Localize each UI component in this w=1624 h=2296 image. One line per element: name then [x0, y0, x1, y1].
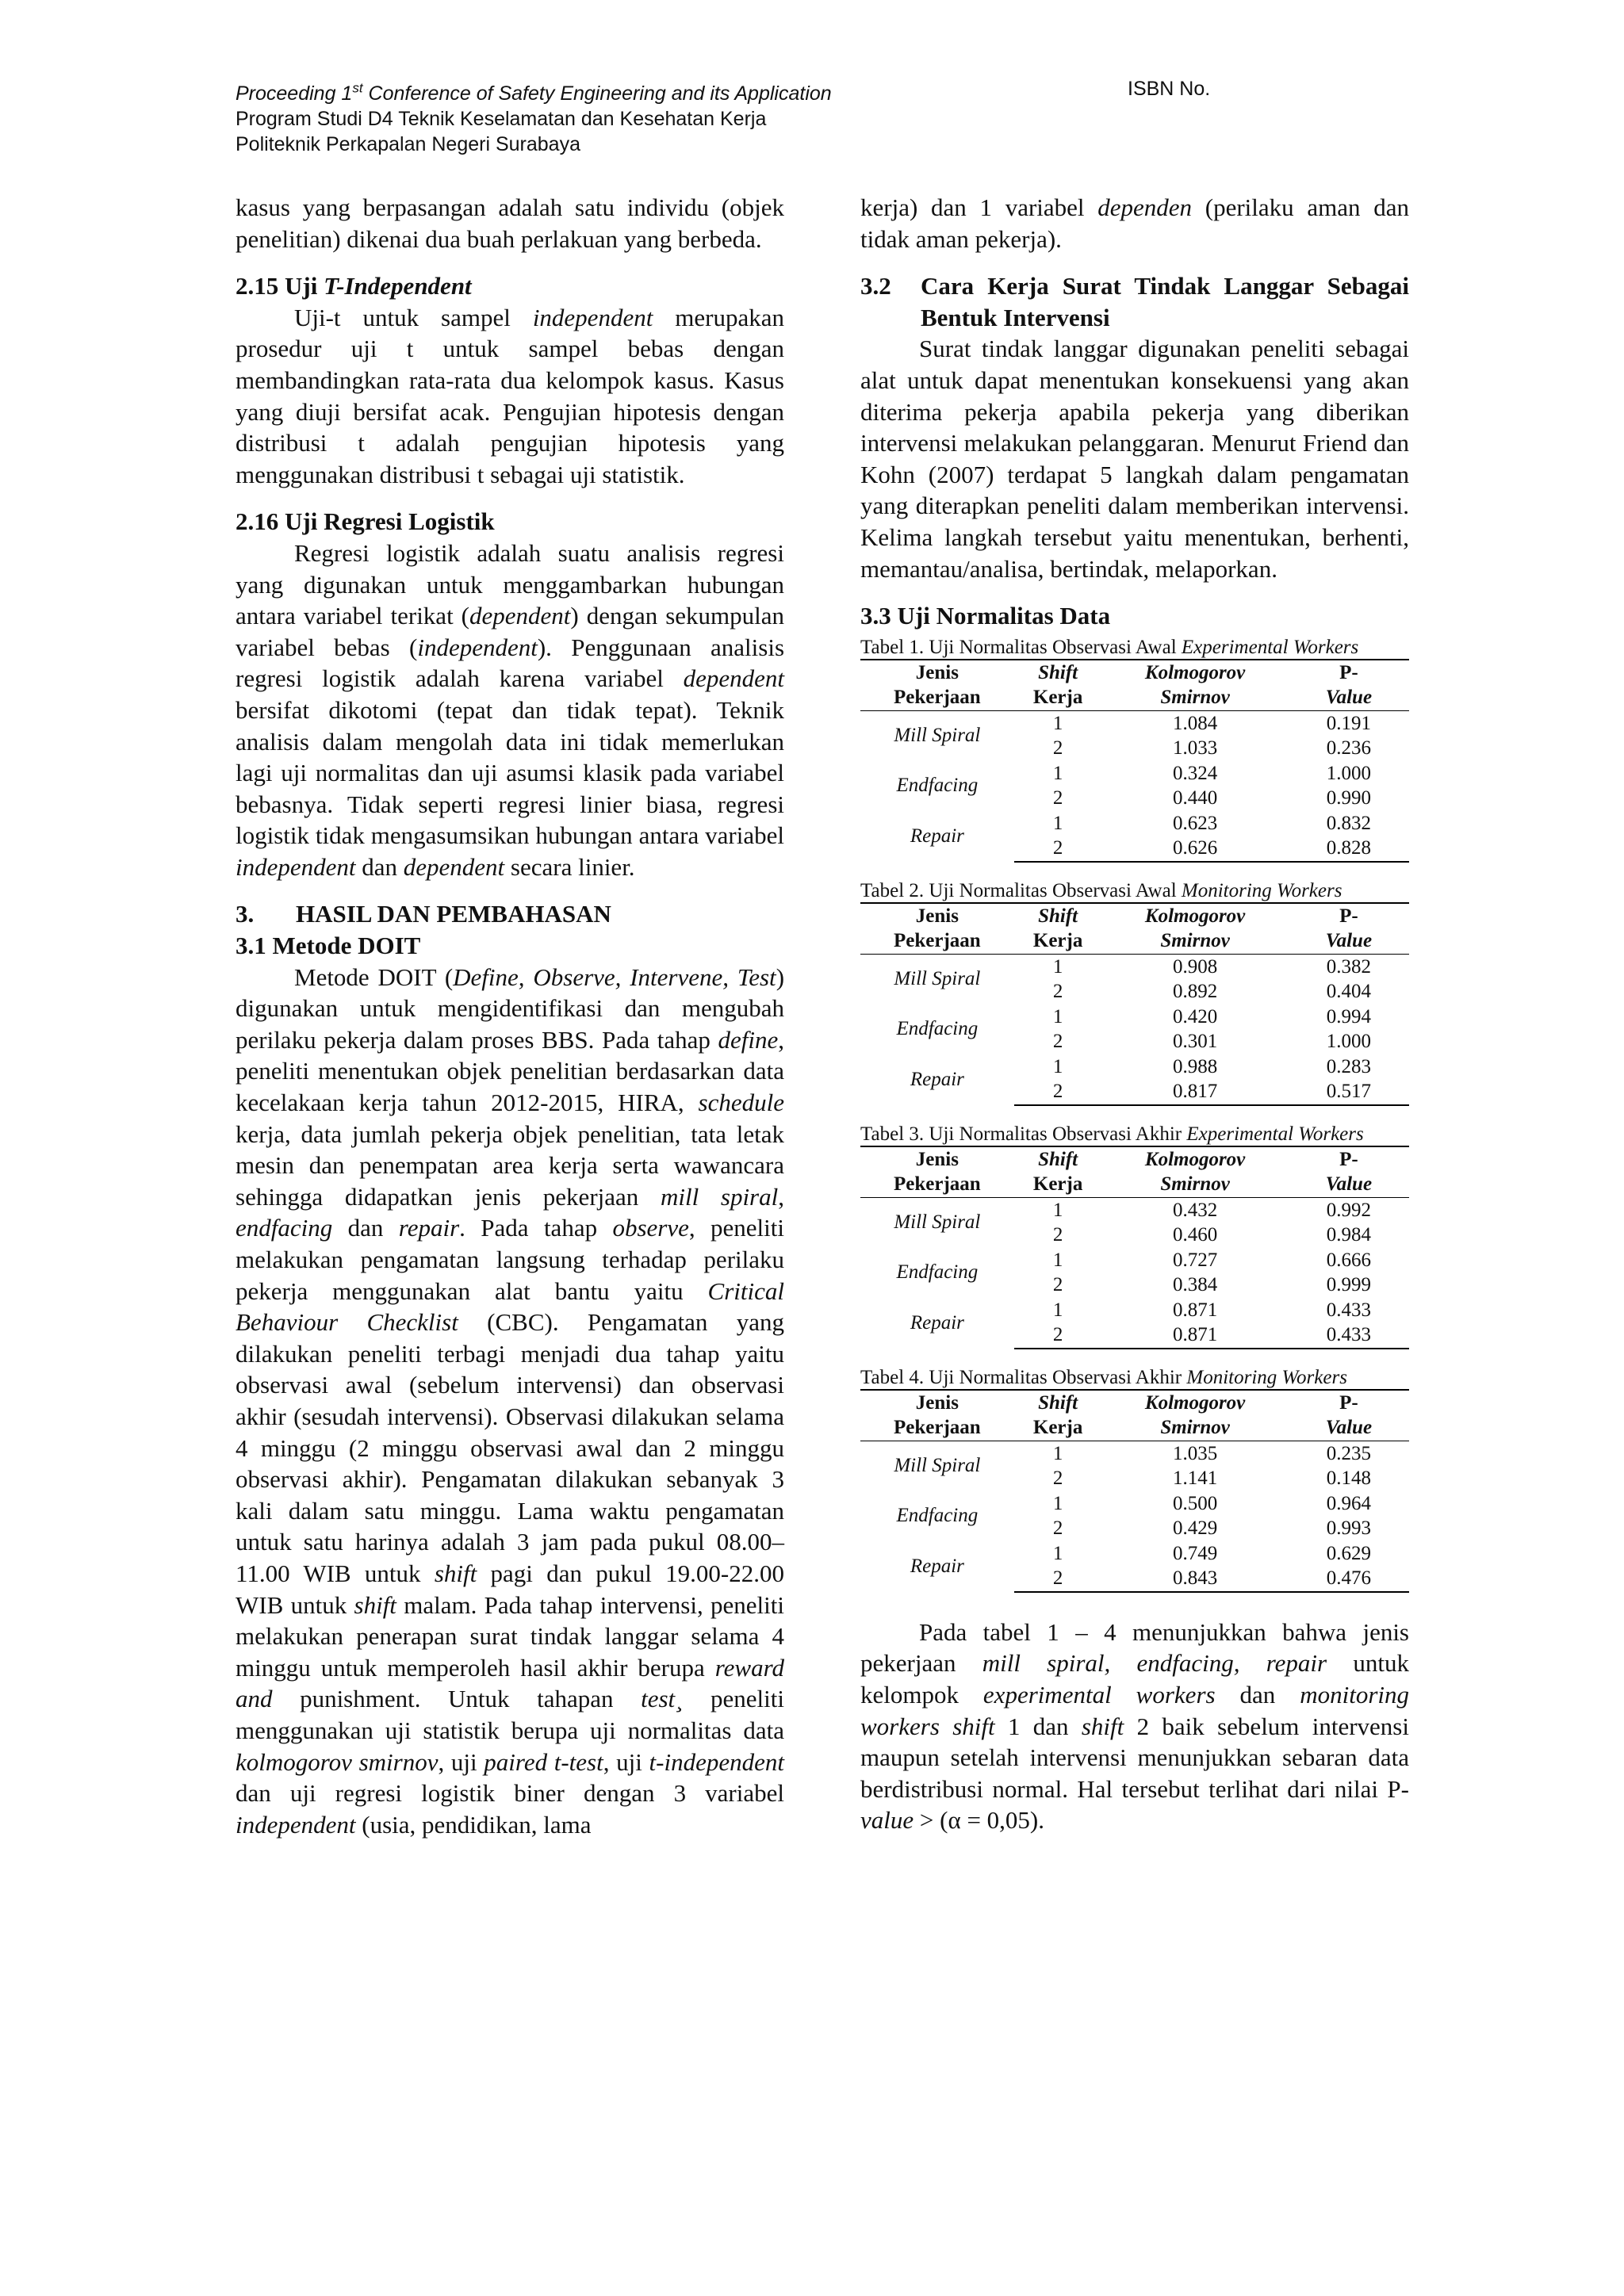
table-body — [860, 954, 1409, 1105]
column-header — [1101, 660, 1288, 686]
table-caption — [860, 1367, 1409, 1389]
text-em: dependen — [1097, 193, 1193, 221]
p-value-cell: 0.236 — [1326, 737, 1371, 760]
p-value-cell: 0.992 — [1326, 1199, 1371, 1221]
column-header-line: Pekerjaan — [894, 687, 981, 709]
shift-cell: 1 — [1052, 762, 1063, 784]
text-em: endfacing — [236, 1214, 333, 1242]
column-header — [1014, 903, 1102, 929]
heading-2-15-em: T-Independent — [324, 272, 472, 300]
job-type-cell: Repair — [910, 1068, 964, 1090]
column-header — [1101, 903, 1288, 929]
text-run: merupakan prosedur uji t untuk sampel bebas dengan membandingkan rata-rata dua kelompok kasus. Kasus yang diuji bersifat acak. Pengujian hipotesis dengan distribusi t adalah pengujian hipotesis yang menggunakan distribusi t sebagai uji statistik. — [236, 303, 784, 488]
column-header — [1289, 1390, 1409, 1416]
column-header-line: Kolmogorov — [1144, 1391, 1246, 1414]
ks-statistic-cell: 0.301 — [1172, 1031, 1218, 1053]
p-value-cell: 0.433 — [1326, 1299, 1371, 1321]
shift-cell: 1 — [1052, 712, 1063, 734]
p-value-cell: 0.984 — [1326, 1224, 1371, 1246]
table-header-row — [860, 928, 1409, 954]
heading-3-2 — [860, 270, 1409, 333]
text-run: Regresi logistik adalah suatu analisis regresi yang digunakan untuk menggambarkan hubungan antara variabel terikat ( — [236, 538, 784, 630]
table-head — [860, 1146, 1409, 1198]
text-em: mill spiral, endfacing, repair — [982, 1649, 1327, 1678]
text-run: pagi dan pukul 19.00-22.00 WIB untuk — [236, 1559, 784, 1619]
column-header-line: Shift — [1038, 905, 1078, 927]
table-header-row — [860, 685, 1409, 710]
p-value-cell: 0.994 — [1326, 1005, 1371, 1027]
shift-cell: 2 — [1014, 1079, 1102, 1105]
table-head — [860, 903, 1409, 955]
job-type-cell: Repair — [910, 1311, 964, 1334]
shift-cell: 1 — [1052, 1299, 1063, 1321]
p-value-cell: 0.148 — [1326, 1468, 1371, 1490]
job-type-cell: Endfacing — [896, 1505, 979, 1527]
text-run: (usia, pendidikan, lama — [355, 1810, 592, 1839]
p-value-cell: 0.828 — [1289, 836, 1409, 862]
table-body — [860, 1441, 1409, 1592]
header-program-line: Program Studi D4 Teknik Keselamatan dan Kesehatan Kerja — [236, 108, 767, 131]
shift-cell: 2 — [1014, 1566, 1102, 1592]
shift-cell: 1 — [1052, 1005, 1063, 1027]
table-caption-text: Tabel 2. Uji Normalitas Observasi Awal — [860, 879, 1182, 901]
text-run: kerja) dan 1 variabel — [860, 193, 1098, 221]
text-run: peneliti menggunakan uji statistik berupa uji normalitas data — [236, 1685, 784, 1744]
paragraph-intro: kasus yang berpasangan adalah satu individu (objek penelitian) dikenai dua buah perlakuan yang berbeda. — [236, 193, 784, 253]
text-run: (perilaku aman dan tidak aman pekerja). — [860, 193, 1409, 253]
shift-cell: 2 — [1014, 1322, 1102, 1349]
text-run: dan uji regresi logistik biner dengan 3 variabel — [236, 1779, 784, 1808]
table-row — [860, 1541, 1409, 1567]
shift-cell: 2 — [1014, 836, 1102, 862]
text-run: , uji — [438, 1747, 485, 1776]
paragraph-3-2: Surat tindak langgar digunakan peneliti sebagai alat untuk dapat menentukan konsekuensi yang akan diterima pekerja apabila pekerja yang diberikan intervensi melakukan pelanggaran. Menurut Friend dan Kohn (2007) terdapat 5 langkah dalam pengamatan yang diterapkan peneliti dalam memberikan intervensi. Kelima langkah tersebut yaitu menentukan, berhenti, memantau/analisa, bertindak, melaporkan. — [860, 335, 1409, 583]
shift-cell: 2 — [1052, 1031, 1063, 1053]
column-header-line: Jenis — [915, 661, 959, 683]
ks-statistic-cell: 1.084 — [1172, 712, 1218, 734]
column-header-line: Smirnov — [1160, 930, 1230, 952]
paragraph-2-16 — [236, 538, 784, 883]
text-em: mill spiral — [660, 1182, 779, 1211]
column-header — [1289, 928, 1409, 954]
column-header — [1101, 1146, 1288, 1173]
column-header-line: P- — [1339, 905, 1358, 927]
text-run: malam. Pada tahap intervensi, peneliti melakukan penerapan surat tindak langgar selama 4 minggu untuk memperoleh hasil akhir berupa — [236, 1590, 784, 1682]
ks-statistic-cell: 0.623 — [1172, 812, 1218, 834]
column-header — [1014, 1415, 1102, 1441]
p-value-cell: 0.191 — [1326, 712, 1371, 734]
text-run: punishment. Untuk tahapan — [272, 1685, 642, 1713]
column-header-line: Value — [1325, 1417, 1373, 1439]
text-run: Uji-t untuk sampel — [294, 303, 533, 331]
text-run: (CBC). Pengamatan yang dilakukan peneliti terbagi menjadi dua tahap yaitu observasi awal (sebelum intervensi) dan observasi akhir (sesudah intervensi). Observasi dilakukan selama 4 minggu (2 minggu observasi awal dan 2 minggu observasi akhir). Pengamatan dilakukan sebanyak 3 kali dalam satu minggu. Lama waktu pengamatan untuk satu harinya adalah 3 jam pada pukul 08.00–11.00 WIB untuk — [236, 1308, 784, 1587]
column-header — [1014, 928, 1102, 954]
text-em: shift — [354, 1590, 396, 1619]
column-header — [860, 660, 1014, 686]
right-column — [860, 192, 1409, 1836]
text-run: bersifat dikotomi (tepat dan tidak tepat). Teknik analisis dalam mengolah data ini tidak memerlukan lagi uji normalitas dan uji asumsi klasik pada variabel bebasnya. Tidak seperti regresi linier biasa, regresi logistik tidak mengasumsikan hubungan antara variabel — [236, 695, 784, 850]
shift-cell: 2 — [1052, 737, 1063, 760]
column-header-line: Smirnov — [1160, 687, 1230, 709]
heading-3-3: 3.3 Uji Normalitas Data — [860, 602, 1111, 630]
p-value-cell: 0.999 — [1326, 1274, 1371, 1296]
column-header — [1289, 1146, 1409, 1173]
text-em: Critical Behaviour Checklist — [236, 1276, 784, 1337]
normality-table — [860, 659, 1409, 863]
table-header-row — [860, 903, 1409, 929]
table-header-row — [860, 1390, 1409, 1416]
ks-statistic-cell: 0.908 — [1172, 955, 1218, 978]
table-head — [860, 1390, 1409, 1441]
header-institution-line: Politeknik Perkapalan Negeri Surabaya — [236, 133, 580, 156]
text-em: dependent — [683, 664, 784, 693]
column-header — [1289, 685, 1409, 710]
shift-cell: 2 — [1052, 1468, 1063, 1490]
table-head — [860, 660, 1409, 711]
p-value-cell: 0.990 — [1326, 787, 1371, 809]
text-run: , — [778, 1182, 784, 1211]
p-value-cell: 0.283 — [1326, 1055, 1371, 1077]
header-line1-pre: Proceeding 1 — [236, 82, 353, 105]
column-header — [1014, 1172, 1102, 1197]
text-em: shift — [1081, 1712, 1124, 1740]
table-row — [860, 811, 1409, 836]
column-header — [1101, 1415, 1288, 1441]
column-header — [1289, 1172, 1409, 1197]
text-em: kolmogorov smirnov — [236, 1747, 439, 1776]
column-header — [1014, 660, 1102, 686]
table-caption — [860, 637, 1409, 659]
heading-2-15-number: 2.15 Uji — [236, 272, 324, 300]
column-header — [1101, 1390, 1288, 1416]
text-em: shift — [434, 1559, 477, 1587]
job-type-cell: Mill Spiral — [894, 725, 981, 747]
paragraph-continuation — [860, 192, 1409, 254]
table-caption-text: Tabel 3. Uji Normalitas Observasi Akhir — [860, 1123, 1187, 1145]
table-row — [860, 1197, 1409, 1223]
table-caption-text: Tabel 1. Uji Normalitas Observasi Awal — [860, 636, 1182, 658]
table-row — [860, 1491, 1409, 1517]
p-value-cell: 1.000 — [1326, 1031, 1371, 1053]
column-header — [1014, 1146, 1102, 1173]
ks-statistic-cell: 0.429 — [1172, 1517, 1218, 1540]
column-header-line: Pekerjaan — [894, 1173, 981, 1196]
ks-statistic-cell: 0.420 — [1172, 1005, 1218, 1027]
p-value-cell: 0.629 — [1326, 1542, 1371, 1564]
text-run: , uji — [603, 1747, 649, 1776]
table-row — [860, 954, 1409, 979]
text-run: ). Penggunaan analisis regresi logistik adalah karena variabel — [236, 633, 785, 693]
p-value-cell: 0.832 — [1326, 812, 1371, 834]
shift-cell: 1 — [1052, 1055, 1063, 1077]
table-header-row — [860, 1172, 1409, 1197]
ks-statistic-cell: 1.035 — [1172, 1442, 1218, 1464]
header-conference-line — [236, 76, 1425, 106]
ks-statistic-cell: 0.871 — [1172, 1299, 1218, 1321]
heading-2-16: 2.16 Uji Regresi Logistik — [236, 507, 495, 536]
table-header-row — [860, 1415, 1409, 1441]
text-run: . Pada tahap — [459, 1214, 613, 1242]
shift-cell: 2 — [1052, 1517, 1063, 1540]
shift-cell: 1 — [1052, 1442, 1063, 1464]
column-header — [1101, 685, 1288, 710]
column-header-line: Value — [1325, 687, 1373, 709]
heading-3-title: HASIL DAN PEMBAHASAN — [296, 900, 611, 928]
ks-statistic-cell: 0.626 — [1101, 836, 1288, 862]
paragraph-2-15 — [236, 302, 784, 491]
normality-table — [860, 902, 1409, 1106]
column-header — [860, 1146, 1014, 1173]
column-header — [1101, 928, 1288, 954]
ks-statistic-cell: 0.843 — [1101, 1566, 1288, 1592]
normality-tables — [860, 637, 1409, 1593]
column-header — [1289, 660, 1409, 686]
text-em: dependent — [403, 852, 505, 881]
text-run: > (α = 0,05). — [914, 1806, 1044, 1835]
shift-cell: 1 — [1052, 812, 1063, 834]
ks-statistic-cell: 0.440 — [1172, 787, 1218, 809]
table-row — [860, 710, 1409, 736]
text-em: independent — [417, 633, 538, 661]
column-header — [860, 1390, 1014, 1416]
job-type-cell: Repair — [910, 1555, 964, 1577]
column-header-line: Smirnov — [1160, 1173, 1230, 1196]
p-value-cell: 0.433 — [1289, 1322, 1409, 1349]
table-row — [860, 1054, 1409, 1080]
column-header-line: P- — [1339, 1391, 1358, 1414]
column-header — [1289, 1415, 1409, 1441]
text-em: Define, Observe, Intervene, Test — [453, 962, 776, 991]
p-value-cell: 1.000 — [1326, 762, 1371, 784]
text-em: reward and — [236, 1653, 784, 1713]
shift-cell: 2 — [1052, 787, 1063, 809]
column-header — [1014, 1390, 1102, 1416]
ks-statistic-cell: 0.727 — [1172, 1249, 1218, 1271]
text-em: independent — [532, 303, 653, 331]
column-header-line: Kerja — [1032, 1173, 1083, 1196]
text-em: dependent — [469, 602, 571, 630]
text-em: independent — [236, 852, 356, 881]
shift-cell: 2 — [1052, 1274, 1063, 1296]
shift-cell: 1 — [1052, 1249, 1063, 1271]
p-value-cell: 0.476 — [1289, 1566, 1409, 1592]
ks-statistic-cell: 0.500 — [1172, 1492, 1218, 1514]
header-isbn: ISBN No. — [1128, 78, 1211, 100]
running-header — [236, 76, 1425, 157]
text-run: 1 dan — [994, 1712, 1082, 1740]
column-header — [860, 1415, 1014, 1441]
text-em: repair — [398, 1214, 460, 1242]
job-type-cell: Endfacing — [896, 1018, 979, 1040]
ks-statistic-cell: 0.871 — [1101, 1322, 1288, 1349]
p-value-cell: 0.517 — [1289, 1079, 1409, 1105]
ks-statistic-cell: 0.432 — [1172, 1199, 1218, 1221]
text-run: , peneliti menentukan objek penelitian berdasarkan data kecelakaan kerja tahun 2012-2015, HIRA, — [236, 1025, 784, 1117]
table-header-row — [860, 660, 1409, 686]
table-row — [860, 1004, 1409, 1030]
table-caption-em: Monitoring Workers — [1186, 1366, 1347, 1388]
job-type-cell: Repair — [910, 825, 964, 847]
table-body — [860, 710, 1409, 862]
table-caption-em: Experimental Workers — [1186, 1123, 1364, 1145]
left-column — [236, 192, 784, 1840]
column-header-line: Shift — [1038, 1148, 1078, 1170]
ks-statistic-cell: 0.817 — [1101, 1079, 1288, 1105]
column-header-line: Kolmogorov — [1144, 661, 1246, 683]
shift-cell: 1 — [1052, 1199, 1063, 1221]
heading-3 — [236, 898, 784, 930]
ks-statistic-cell: 0.460 — [1172, 1224, 1218, 1246]
table-row — [860, 761, 1409, 786]
ks-statistic-cell: 0.988 — [1172, 1055, 1218, 1077]
text-em: test¸ — [641, 1685, 684, 1713]
ks-statistic-cell: 0.324 — [1172, 762, 1218, 784]
column-header-line: Value — [1325, 930, 1373, 952]
job-type-cell: Mill Spiral — [894, 968, 981, 990]
column-header-line: Smirnov — [1160, 1417, 1230, 1439]
text-em: experimental workers — [982, 1680, 1216, 1709]
column-header-line: Value — [1325, 1173, 1373, 1196]
ks-statistic-cell: 0.384 — [1172, 1274, 1218, 1296]
column-header — [860, 928, 1014, 954]
column-header-line: Kolmogorov — [1144, 1148, 1246, 1170]
text-run: , peneliti melakukan pengamatan langsung terhadap perilaku pekerja menggunakan alat bantu yaitu — [236, 1214, 784, 1305]
paragraph-closing — [860, 1617, 1409, 1836]
job-type-cell: Mill Spiral — [894, 1211, 981, 1234]
column-header — [860, 685, 1014, 710]
heading-3-1: 3.1 Metode DOIT — [236, 932, 421, 960]
text-em: schedule — [698, 1089, 784, 1117]
shift-cell: 2 — [1052, 981, 1063, 1003]
column-header — [860, 903, 1014, 929]
table-caption — [860, 880, 1409, 902]
text-run: dan — [1215, 1680, 1300, 1709]
column-header-line: Jenis — [915, 1391, 959, 1414]
column-header — [1101, 1172, 1288, 1197]
text-run: ) digunakan untuk mengidentifikasi dan mengubah perilaku pekerja dalam proses BBS. Pada tahap — [236, 962, 785, 1054]
text-run: secara linier. — [504, 852, 635, 881]
column-header-line: Shift — [1038, 1391, 1078, 1414]
text-em: monitoring workers shift — [860, 1680, 1409, 1740]
table-row — [860, 1298, 1409, 1323]
job-type-cell: Mill Spiral — [894, 1455, 981, 1477]
shift-cell: 1 — [1052, 955, 1063, 978]
text-em: independent — [236, 1810, 356, 1839]
heading-3-number: 3. — [236, 900, 255, 928]
table-caption-em: Experimental Workers — [1181, 636, 1359, 658]
column-header-line: Kolmogorov — [1144, 905, 1246, 927]
header-line1-post: Conference of Safety Engineering and its Application — [362, 82, 832, 105]
text-run: dan — [332, 1214, 399, 1242]
ks-statistic-cell: 0.749 — [1172, 1542, 1218, 1564]
column-header-line: Jenis — [915, 905, 959, 927]
shift-cell: 1 — [1052, 1492, 1063, 1514]
column-header-line: Jenis — [915, 1148, 959, 1170]
ks-statistic-cell: 0.892 — [1172, 981, 1218, 1003]
heading-3-2-number: 3.2 — [860, 272, 891, 300]
p-value-cell: 0.382 — [1326, 955, 1371, 978]
text-run: untuk kelompok — [860, 1649, 1409, 1709]
heading-2-15 — [236, 270, 784, 302]
text-run: 2 baik sebelum intervensi maupun setelah intervensi menunjukkan sebaran data berdistribusi normal. Hal tersebut terlihat dari nilai P- — [860, 1712, 1409, 1803]
header-line1-sup: st — [352, 81, 363, 96]
column-header-line: Kerja — [1032, 1417, 1083, 1439]
text-em: paired t-test — [484, 1747, 603, 1776]
paragraph-3-1 — [236, 962, 784, 1841]
job-type-cell: Endfacing — [896, 1261, 979, 1284]
text-em: value — [860, 1806, 914, 1835]
p-value-cell: 0.666 — [1326, 1249, 1371, 1271]
column-header-line: P- — [1339, 661, 1358, 683]
column-header-line: Kerja — [1032, 687, 1083, 709]
table-row — [860, 1248, 1409, 1273]
text-em: t-independent — [649, 1747, 784, 1776]
text-run: kerja, data jumlah pekerja objek penelitian, tata letak mesin dan penempatan area kerja serta wawancara sehingga didapatkan jenis pekerjaan — [236, 1119, 784, 1211]
column-header — [1014, 685, 1102, 710]
text-run: Pada tabel 1 – 4 menunjukkan bahwa jenis pekerjaan — [860, 1617, 1409, 1678]
normality-table — [860, 1389, 1409, 1593]
column-header-line: Shift — [1038, 661, 1078, 683]
heading-3-2-title: Cara Kerja Surat Tindak Langgar Sebagai Bentuk Intervensi — [921, 272, 1409, 331]
p-value-cell: 0.993 — [1326, 1517, 1371, 1540]
table-caption-em: Monitoring Workers — [1181, 879, 1342, 901]
job-type-cell: Endfacing — [896, 775, 979, 797]
shift-cell: 2 — [1052, 1224, 1063, 1246]
table-row — [860, 1441, 1409, 1466]
table-caption — [860, 1123, 1409, 1146]
table-caption-text: Tabel 4. Uji Normalitas Observasi Akhir — [860, 1366, 1187, 1388]
ks-statistic-cell: 1.141 — [1172, 1468, 1218, 1490]
column-header — [1289, 903, 1409, 929]
column-header-line: Pekerjaan — [894, 1417, 981, 1439]
table-header-row — [860, 1146, 1409, 1173]
column-header-line: P- — [1339, 1148, 1358, 1170]
shift-cell: 1 — [1052, 1542, 1063, 1564]
p-value-cell: 0.235 — [1326, 1442, 1371, 1464]
normality-table — [860, 1146, 1409, 1349]
text-em: define — [718, 1025, 779, 1054]
column-header-line: Pekerjaan — [894, 930, 981, 952]
text-run: dan — [355, 852, 404, 881]
p-value-cell: 0.964 — [1326, 1492, 1371, 1514]
text-em: observe — [612, 1214, 689, 1242]
text-run: ) dengan sekumpulan variabel bebas ( — [236, 602, 785, 661]
column-header — [860, 1172, 1014, 1197]
table-body — [860, 1197, 1409, 1349]
column-header-line: Kerja — [1032, 930, 1083, 952]
text-run: Metode DOIT ( — [294, 962, 454, 991]
ks-statistic-cell: 1.033 — [1172, 737, 1218, 760]
p-value-cell: 0.404 — [1326, 981, 1371, 1003]
